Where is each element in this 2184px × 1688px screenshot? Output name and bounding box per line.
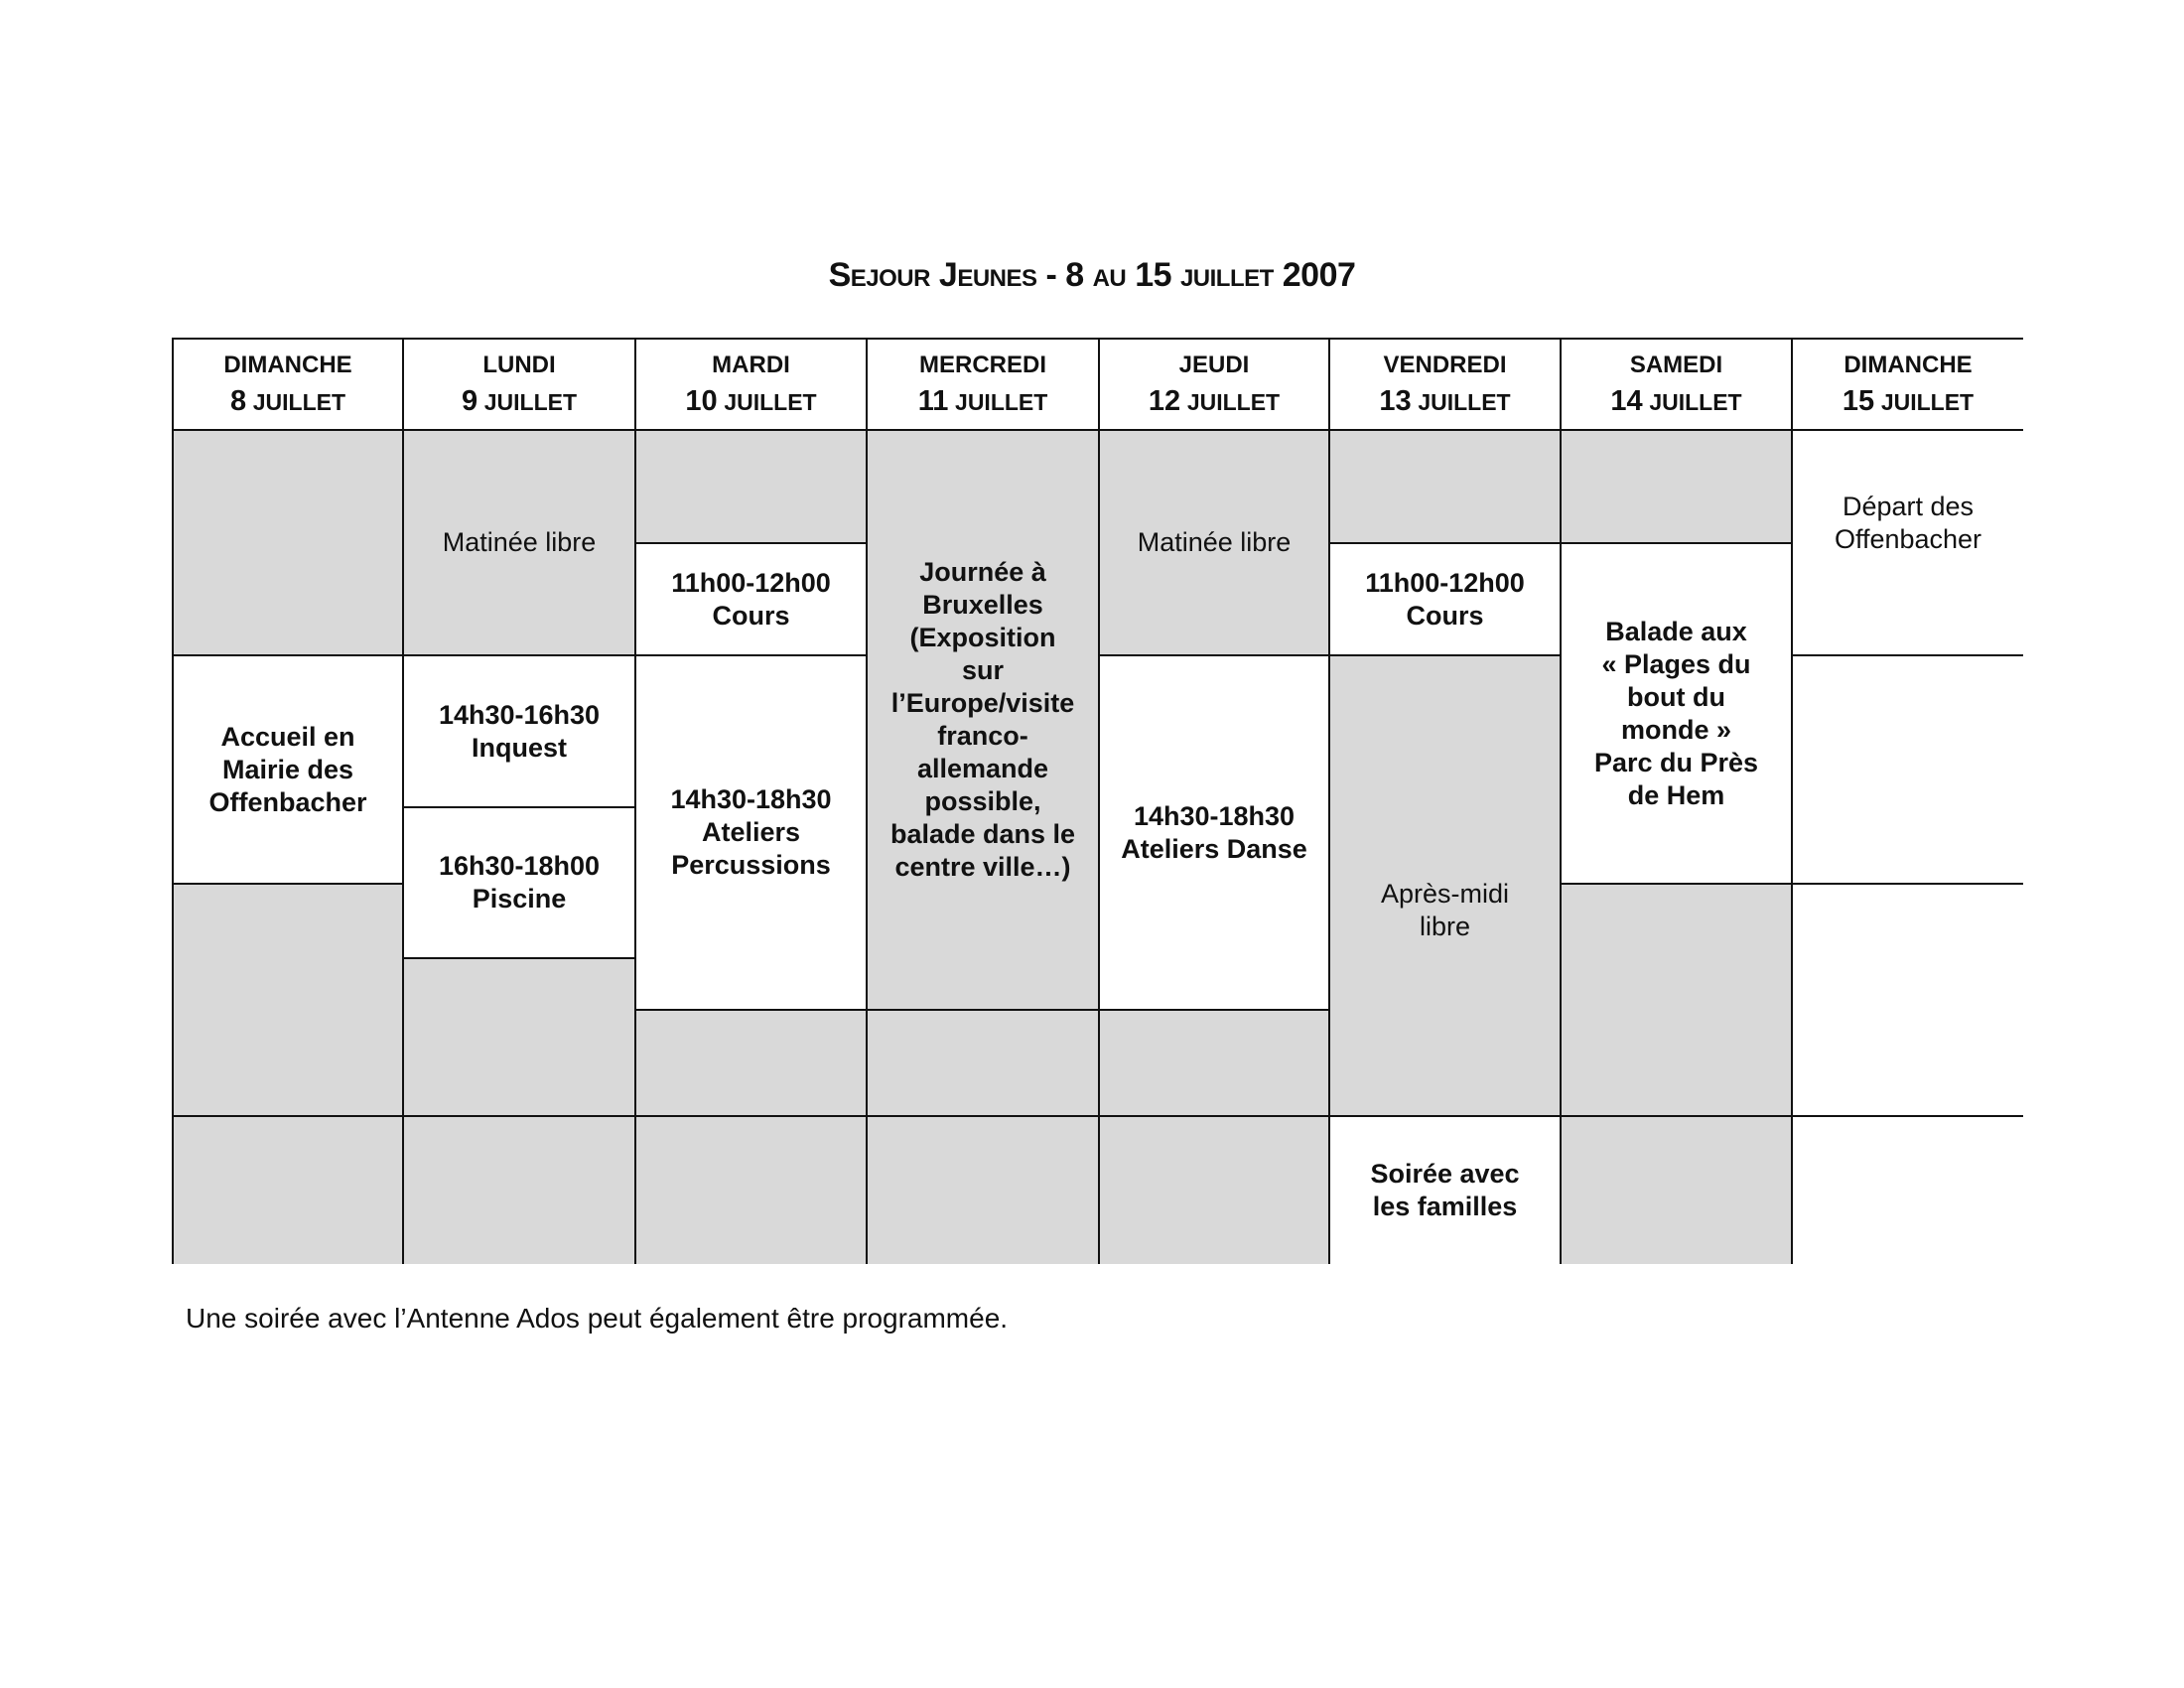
empty-slot (404, 959, 636, 1117)
day-date (1149, 383, 1280, 421)
empty-slot (1793, 656, 2023, 885)
day-header (1562, 340, 1793, 431)
day-name: LUNDI (482, 352, 556, 378)
activity-cell: 14h30-18h30 Ateliers Danse (1100, 656, 1330, 1011)
day-name: VENDREDI (1383, 352, 1507, 378)
empty-slot (868, 1117, 1100, 1264)
activity-cell: 11h00-12h00 Cours (636, 544, 868, 656)
day-month: JUILLET (724, 389, 817, 415)
day-number: 15 (1842, 385, 1875, 417)
empty-slot (1100, 1117, 1330, 1264)
day-number: 14 (1610, 385, 1643, 417)
day-header (174, 340, 404, 431)
day-header (868, 340, 1100, 431)
free-time-cell: Matinée libre (404, 431, 636, 656)
day-number: 11 (917, 385, 949, 417)
day-name: MERCREDI (918, 352, 1046, 378)
activity-cell: Soirée avec les familles (1330, 1117, 1562, 1264)
day-date (230, 383, 345, 421)
day-date (918, 383, 1048, 421)
day-name: DIMANCHE (223, 352, 352, 378)
footnote: Une soirée avec l’Antenne Ados peut également être programmée. (186, 1303, 1009, 1334)
day-month: JUILLET (1880, 389, 1975, 415)
empty-slot (174, 885, 404, 1117)
activity-cell: 11h00-12h00 Cours (1330, 544, 1562, 656)
day-number: 9 (461, 385, 478, 417)
day-header (404, 340, 636, 431)
activity-cell: 14h30-16h30 Inquest (404, 656, 636, 808)
day-month: JUILLET (1418, 389, 1511, 415)
day-number: 10 (685, 385, 718, 417)
day-month: JUILLET (483, 389, 578, 415)
day-header (1330, 340, 1562, 431)
free-time-cell: Après-midi libre (1330, 656, 1562, 1117)
empty-slot (636, 1117, 868, 1264)
day-number: 12 (1148, 385, 1181, 417)
day-month: JUILLET (1186, 389, 1281, 415)
activity-cell: 16h30-18h00 Piscine (404, 808, 636, 959)
activity-cell: Départ des Offenbacher (1793, 431, 2023, 656)
activity-cell: 14h30-18h30 Ateliers Percussions (636, 656, 868, 1011)
empty-slot (1330, 431, 1562, 544)
empty-slot (1562, 1117, 1793, 1264)
page-title: Sejour Jeunes - 8 au 15 juillet 2007 (828, 256, 1356, 294)
free-time-cell: Matinée libre (1100, 431, 1330, 656)
day-date (462, 383, 577, 421)
day-date (1610, 383, 1741, 421)
activity-cell: Balade aux « Plages du bout du monde » Parc du Près de Hem (1562, 544, 1793, 885)
day-name: JEUDI (1178, 352, 1250, 378)
empty-slot (174, 431, 404, 656)
day-date (1379, 383, 1510, 421)
day-date (685, 383, 816, 421)
day-header (1100, 340, 1330, 431)
day-header (636, 340, 868, 431)
empty-slot (1100, 1011, 1330, 1117)
activity-cell: Accueil en Mairie des Offenbacher (174, 656, 404, 885)
day-name: MARDI (712, 352, 790, 378)
empty-slot (404, 1117, 636, 1264)
empty-slot (636, 431, 868, 544)
empty-slot (868, 1011, 1100, 1117)
empty-slot (1793, 1117, 2023, 1264)
empty-slot (1562, 431, 1793, 544)
day-header (1793, 340, 2023, 431)
day-number: 8 (229, 385, 247, 417)
day-name: DIMANCHE (1843, 352, 1973, 378)
day-month: JUILLET (1649, 389, 1742, 415)
schedule-table (172, 338, 2023, 1264)
activity-cell: Journée à Bruxelles (Exposition sur l’Europe/visite franco- allemande possible, balade dans le centre ville…) (868, 431, 1100, 1011)
day-month: JUILLET (252, 389, 346, 415)
empty-slot (636, 1011, 868, 1117)
empty-slot (1793, 885, 2023, 1117)
day-date (1843, 383, 1974, 421)
empty-slot (1562, 885, 1793, 1117)
day-name: SAMEDI (1629, 352, 1723, 378)
day-number: 13 (1379, 385, 1412, 417)
day-month: JUILLET (955, 389, 1048, 415)
empty-slot (174, 1117, 404, 1264)
